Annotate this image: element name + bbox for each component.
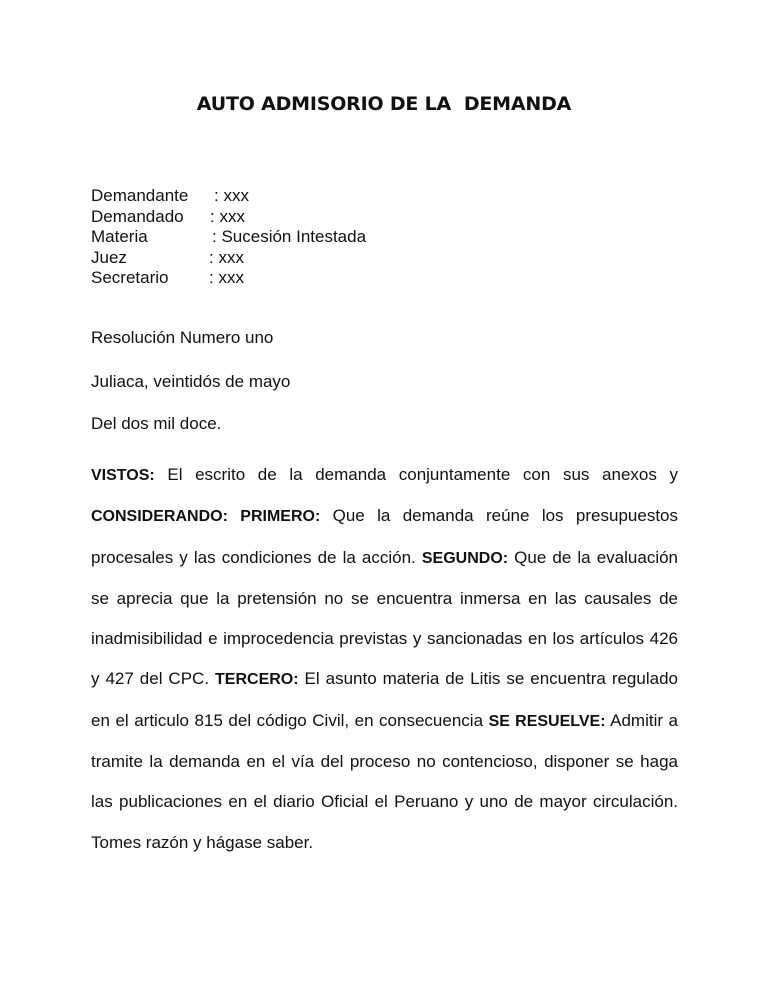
field-value: : xxx xyxy=(214,186,249,205)
vistos-label: VISTOS: xyxy=(91,467,155,484)
resolution-number: Resolución Numero uno xyxy=(91,328,274,347)
field-label: Secretario xyxy=(91,268,169,287)
field-label: Demandado xyxy=(91,206,184,226)
field-value: : Sucesión Intestada xyxy=(212,227,367,246)
considerando-label: CONSIDERANDO: xyxy=(91,508,228,526)
field-label: Materia xyxy=(91,227,148,246)
field-label: Demandante xyxy=(91,186,189,205)
tercero-text: El asunto materia de Litis se encuentra regulado en el articulo 815 del código Civil, en consecuencia xyxy=(91,669,678,730)
segundo-text: Que de la evaluación se aprecia que la pretensión no se encuentra inmersa en las causales de inadmisibilidad e improcedencia previstas y sancionadas en los artículos 426 y 427 del CPC. xyxy=(91,547,679,689)
field-value: : xxx xyxy=(209,247,244,267)
vistos-text: El escrito de la demanda conjuntamente con sus anexos y xyxy=(154,465,678,484)
date-line: Juliaca, veintidós de mayo xyxy=(91,372,291,391)
year-line: Del dos mil doce. xyxy=(91,414,222,433)
resuelve-label: SE RESUELVE: xyxy=(488,712,606,730)
segundo-label: SEGUNDO: xyxy=(421,549,509,567)
resuelve-text: Admitir a tramite la demanda en el vía del proceso no contencioso, disponer se haga las publicaciones en el diario Oficial el Peruano y uno de mayor circulación. Tomes razón y hágase saber. xyxy=(91,710,679,852)
primero-label: PRIMERO: xyxy=(240,508,321,526)
field-label: Juez xyxy=(91,247,127,267)
field-value: : xxx xyxy=(210,206,245,226)
field-value: : xxx xyxy=(209,268,244,287)
document-title: AUTO ADMISORIO DE LA DEMANDA xyxy=(196,93,572,115)
resolution-body xyxy=(91,455,678,863)
tercero-label: TERCERO: xyxy=(215,671,299,689)
primero-text: Que la demanda reúne los presupuestos procesales y las condiciones de la acción. xyxy=(91,506,678,567)
